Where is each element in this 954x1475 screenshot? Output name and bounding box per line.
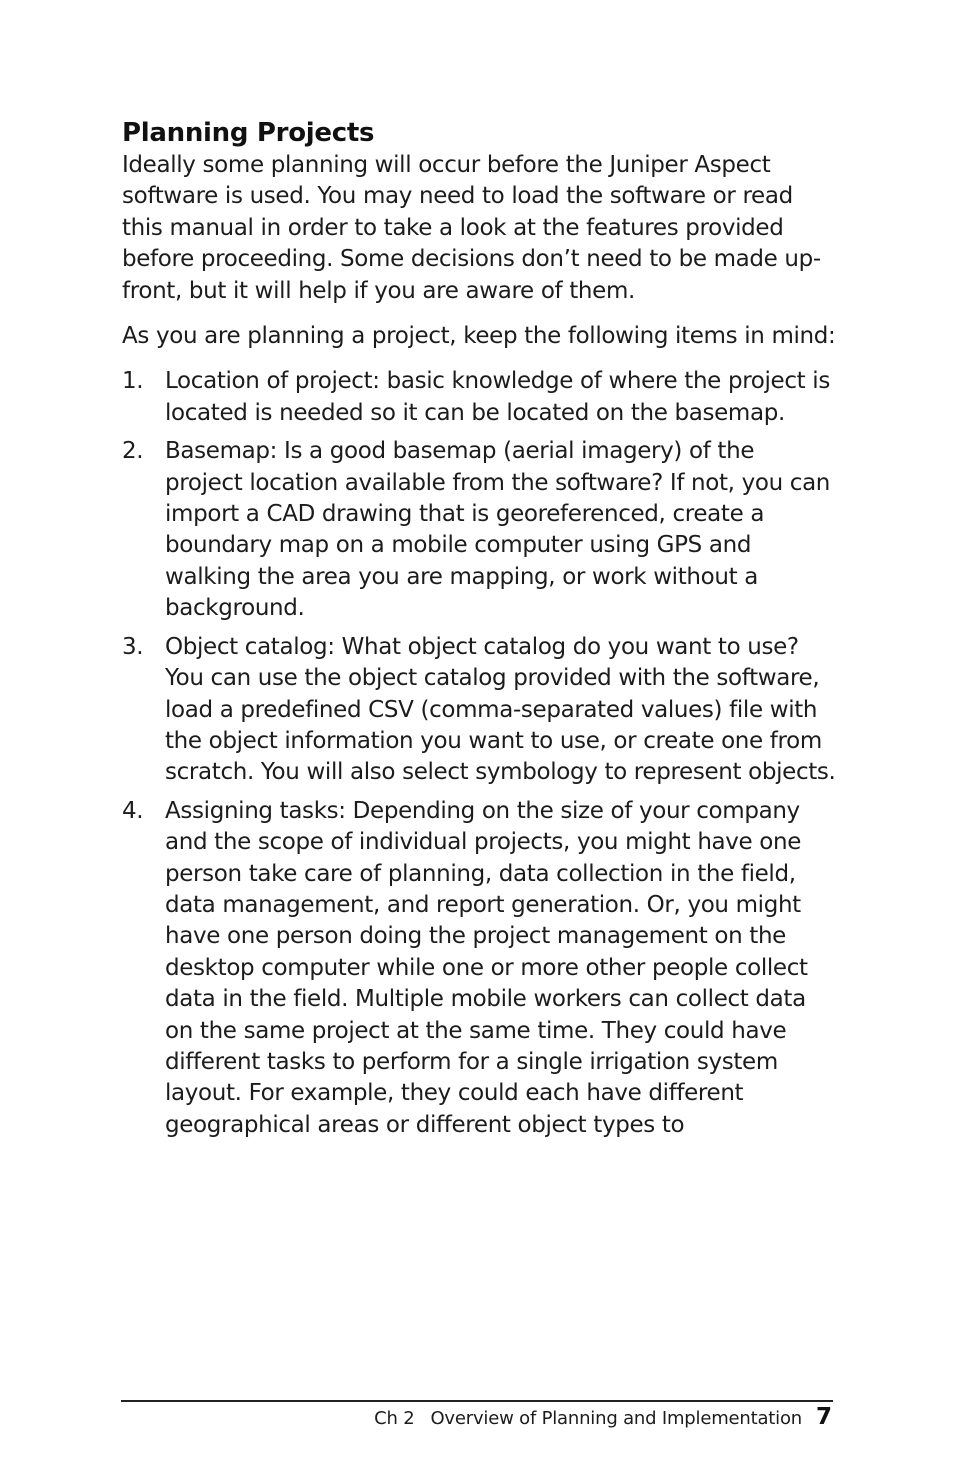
list-item-text: Location of project: basic knowledge of where the project is located is needed so it can be located on the basemap. [165,368,830,426]
section-heading: Planning Projects [122,118,375,148]
list-item [122,436,838,624]
footer-chapter-label [374,1408,802,1429]
list-item-number: 1. [122,368,144,395]
list-item-number: 4. [122,797,144,824]
page-content [122,116,838,1148]
list-item-text: Basemap: Is a good basemap (aerial imagery) of the project location available from the software? If not, you can import a CAD drawing that is georeferenced, create a boundary map on a mobile computer using GPS and walking the area you are mapping, or work without a background. [165,438,831,622]
footer-chapter-number: Ch 2 [374,1408,415,1429]
list-item-text: Object catalog: What object catalog do you want to use? You can use the object catalog provided with the software, load a predefined CSV (comma-separated values) file with the object information you want to use, or create one from scratch. You will also select symbology to represent objects. [165,633,836,786]
list-item [122,796,838,1141]
page-number: 7 [815,1404,832,1430]
footer-chapter-title: Overview of Planning and Implementation [430,1408,802,1429]
intro-paragraph: Ideally some planning will occur before the Juniper Aspect software is used. You may need to load the software or read this manual in order to take a look at the features provided before proceeding. Some decisions don’t need to be made up-front, but it will help if you are aware of them. [122,152,821,304]
list-item-text: Assigning tasks: Depending on the size of your company and the scope of individual projects, you might have one person take care of planning, data collection in the field, data management, and report generation. Or, you might have one person doing the project management on the desktop computer while one or more other people collect data in the field. Multiple mobile workers can collect data on the same project at the same time. They could have different tasks to perform for a single irrigation system layout. For example, they could each have different geographical areas or different object types to [165,797,808,1138]
list-item [122,632,838,789]
page-footer [374,1404,832,1430]
lead-in-paragraph: As you are planning a project, keep the following items in mind: [122,323,836,350]
list-item [122,366,838,429]
footer-divider [121,1400,833,1402]
list-item-number: 3. [122,633,144,660]
list-item-number: 2. [122,438,144,465]
planning-items-list [122,366,838,1141]
